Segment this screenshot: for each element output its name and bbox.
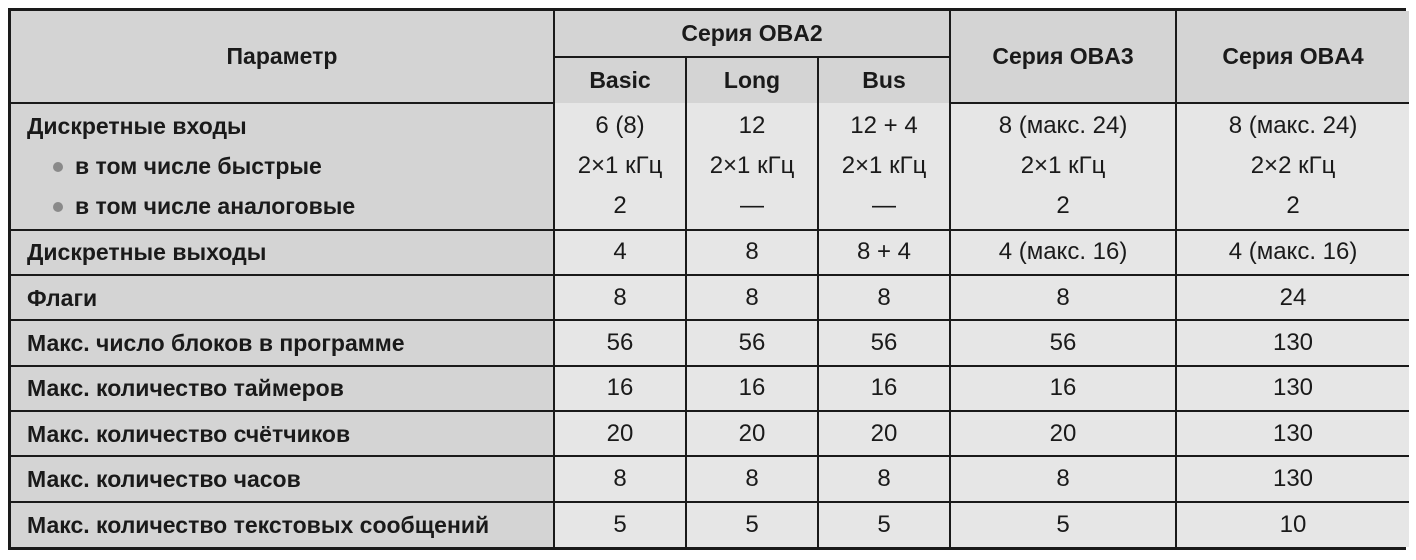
value-cell: 8 (макс. 24) 2×2 кГц 2 [1176, 103, 1409, 230]
value-cell: 130 [1176, 320, 1409, 365]
subheader-bus: Bus [818, 57, 950, 103]
spec-table [11, 11, 1409, 547]
value-cell: 8 [554, 275, 686, 320]
row-label: Макс. количество текстовых сообщений [11, 502, 554, 547]
value-cell: 5 [950, 502, 1176, 547]
value-cell: 4 [554, 230, 686, 275]
value-cell: 130 [1176, 456, 1409, 501]
row-label: Макс. количество таймеров [11, 366, 554, 411]
value-cell: 130 [1176, 366, 1409, 411]
header-oba2: Серия OBA2 [554, 11, 950, 57]
table-row [11, 366, 1409, 411]
value-cell: 8 [950, 275, 1176, 320]
value-cell: 5 [686, 502, 818, 547]
value-cell: 4 (макс. 16) [950, 230, 1176, 275]
value-cell: 56 [950, 320, 1176, 365]
value-cell: 20 [686, 411, 818, 456]
row-label: Макс. количество счётчиков [11, 411, 554, 456]
value-cell: 56 [818, 320, 950, 365]
table-row [11, 103, 1409, 230]
value-cell: 4 (макс. 16) [1176, 230, 1409, 275]
row-label: Макс. количество часов [11, 456, 554, 501]
value-cell: 16 [686, 366, 818, 411]
value-cell: 12 + 4 2×1 кГц — [818, 103, 950, 230]
value-cell: 6 (8) 2×1 кГц 2 [554, 103, 686, 230]
value-cell: 8 + 4 [818, 230, 950, 275]
subheader-long: Long [686, 57, 818, 103]
row-label [11, 103, 554, 230]
table-row [11, 230, 1409, 275]
table-row [11, 320, 1409, 365]
value-cell: 20 [950, 411, 1176, 456]
bullet-icon [53, 162, 63, 172]
header-oba3: Серия OBA3 [950, 11, 1176, 103]
value-cell: 12 2×1 кГц — [686, 103, 818, 230]
value-cell: 10 [1176, 502, 1409, 547]
value-cell: 8 [686, 275, 818, 320]
value-cell: 8 [950, 456, 1176, 501]
row-label-main: Дискретные входы [27, 113, 247, 140]
row-label: Дискретные выходы [11, 230, 554, 275]
table-row [11, 411, 1409, 456]
header-param: Параметр [11, 11, 554, 103]
table-row [11, 502, 1409, 547]
row-label: Макс. число блоков в программе [11, 320, 554, 365]
value-cell: 130 [1176, 411, 1409, 456]
value-cell: 8 (макс. 24) 2×1 кГц 2 [950, 103, 1176, 230]
subheader-basic: Basic [554, 57, 686, 103]
value-cell: 24 [1176, 275, 1409, 320]
row-label: Флаги [11, 275, 554, 320]
sub-label: в том числе аналоговые [27, 186, 553, 226]
bullet-icon [53, 202, 63, 212]
value-cell: 5 [554, 502, 686, 547]
value-cell: 8 [818, 275, 950, 320]
value-cell: 16 [554, 366, 686, 411]
spec-table-frame [8, 8, 1406, 550]
value-cell: 8 [818, 456, 950, 501]
value-cell: 8 [686, 456, 818, 501]
value-cell: 56 [554, 320, 686, 365]
value-cell: 20 [554, 411, 686, 456]
value-cell: 8 [554, 456, 686, 501]
value-cell: 8 [686, 230, 818, 275]
value-cell: 16 [818, 366, 950, 411]
table-row [11, 456, 1409, 501]
value-cell: 5 [818, 502, 950, 547]
value-cell: 20 [818, 411, 950, 456]
header-row [11, 11, 1409, 57]
value-cell: 16 [950, 366, 1176, 411]
table-row [11, 275, 1409, 320]
sub-label: в том числе быстрые [27, 146, 553, 186]
header-oba4: Серия OBA4 [1176, 11, 1409, 103]
value-cell: 56 [686, 320, 818, 365]
